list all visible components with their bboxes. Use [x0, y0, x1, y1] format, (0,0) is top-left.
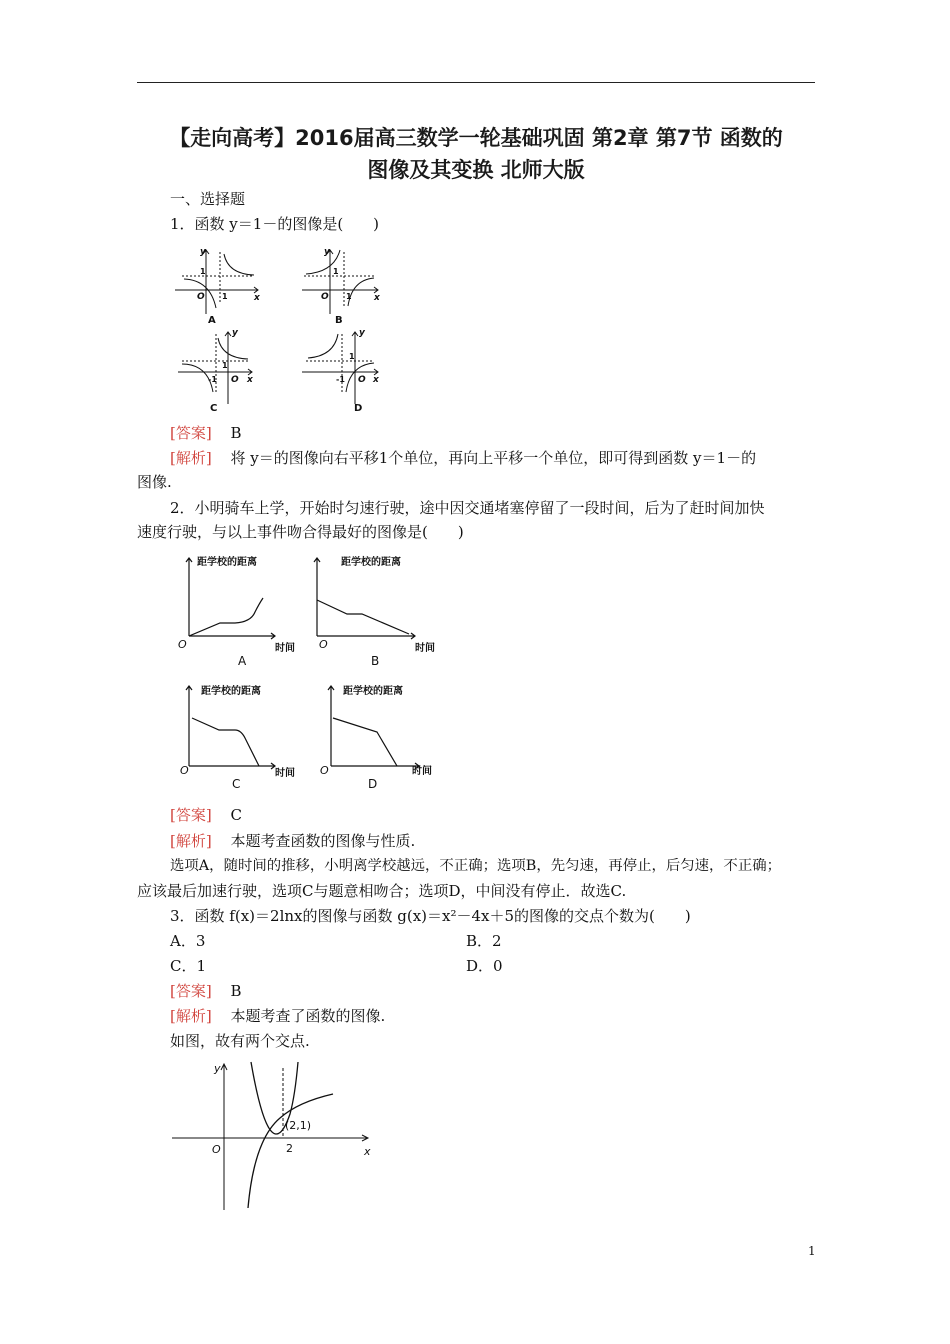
q3-point-label: (2,1) [285, 1119, 312, 1132]
q2-d-xlabel: 时间 [412, 766, 432, 777]
q2-d-ylabel: 距学校的距离 [343, 686, 403, 697]
q2-c-ylabel: 距学校的距离 [201, 686, 261, 697]
answer-value: C [230, 806, 242, 824]
q1-label-c: C [210, 403, 218, 414]
answer-tag: [答案] [170, 806, 212, 824]
q3-figure [168, 1060, 383, 1212]
q2-d-origin: O [320, 764, 329, 777]
q1-label-a: A [208, 315, 216, 326]
q1-c-tick-neg: -1 [208, 375, 217, 384]
q1-a-origin: O [197, 292, 205, 302]
q2-a-ylabel: 距学校的距离 [197, 557, 257, 568]
section-heading: 一、选择题 [170, 190, 246, 208]
q1-question: 1．函数 y＝1－的图像是( ) [170, 215, 380, 233]
q1-a-tick-y: 1 [200, 267, 206, 276]
q2-label-a: A [238, 654, 247, 668]
analysis-text: 将 y＝的图像向右平移1个单位，再向上平移一个单位，即可得到函数 y＝1－的 [230, 449, 757, 467]
q1-a-x-label: x [254, 293, 260, 303]
q1-figure [170, 242, 400, 420]
q2-a-origin: O [178, 638, 187, 651]
analysis-text: 本题考查函数的图像与性质. [230, 832, 416, 850]
q1-label-b: B [335, 315, 343, 326]
header-rule [137, 82, 815, 83]
q2-analysis [170, 830, 415, 852]
q3-x-label: x [364, 1145, 371, 1158]
q3-analysis-line2: 如图，故有两个交点. [170, 1032, 310, 1050]
q3-tick-2: 2 [286, 1142, 293, 1155]
q3-y-label: y [214, 1062, 221, 1075]
q1-graph-a [175, 250, 258, 314]
q2-question-line2: 速度行驶，与以上事件吻合得最好的图像是( ) [137, 523, 464, 541]
q1-b-origin: O [321, 292, 329, 302]
q3-analysis [170, 1005, 385, 1027]
q1-analysis-cont: 图像. [137, 473, 172, 491]
q1-d-tick-neg: -1 [336, 375, 345, 384]
analysis-tag: [解析] [170, 1007, 212, 1025]
answer-value: B [230, 982, 242, 1000]
q3-option-c: C．1 [170, 957, 207, 975]
q2-question-line1: 2．小明骑车上学，开始时匀速行驶，途中因交通堵塞停留了一段时间，后为了赶时间加快 [170, 499, 765, 517]
q1-c-y-label: y [232, 328, 238, 338]
q2-answer [170, 804, 242, 826]
q2-label-c: C [232, 777, 241, 791]
q1-c-tick-y: 1 [222, 361, 228, 370]
analysis-tag: [解析] [170, 449, 212, 467]
q1-a-tick-x: 1 [222, 292, 228, 301]
answer-tag: [答案] [170, 424, 212, 442]
q3-question: 3．函数 f(x)＝2lnx的图像与函数 g(x)＝x²－4x＋5的图像的交点个数为( ) [170, 907, 691, 925]
q1-b-x-label: x [374, 293, 380, 303]
analysis-tag: [解析] [170, 832, 212, 850]
q2-b-ylabel: 距学校的距离 [341, 557, 401, 568]
doc-title-line1: 【走向高考】2016届高三数学一轮基础巩固 第2章 第7节 函数的 [169, 126, 783, 150]
q1-graph-c [178, 332, 252, 404]
q1-graph-d [302, 332, 378, 404]
q1-d-tick-y: 1 [349, 352, 355, 361]
q2-label-d: D [368, 777, 378, 791]
q3-answer [170, 980, 242, 1002]
analysis-text: 本题考查了函数的图像. [230, 1007, 386, 1025]
q3-origin: O [212, 1143, 221, 1156]
q2-c-xlabel: 时间 [275, 768, 295, 779]
q1-c-origin: O [231, 375, 239, 385]
q1-d-origin: O [358, 375, 366, 385]
q1-b-y-label: y [324, 247, 330, 257]
q3-option-d: D．0 [466, 957, 503, 975]
q3-option-b: B．2 [466, 932, 502, 950]
q2-a-xlabel: 时间 [275, 643, 295, 654]
q1-answer [170, 422, 242, 444]
q2-analysis-line2: 选项A，随时间的推移，小明离学校越远，不正确；选项B，先匀速，再停止，后匀速，不正确； [170, 858, 781, 874]
q1-graph-b [302, 250, 378, 314]
q1-b-tick-x: 1 [346, 292, 352, 301]
q1-analysis [170, 447, 756, 469]
q2-analysis-line3: 应该最后加速行驶，选项C与题意相吻合；选项D，中间没有停止．故选C. [137, 882, 627, 900]
doc-title-line2: 图像及其变换 北师大版 [367, 158, 585, 182]
q1-d-x-label: x [373, 375, 379, 385]
q1-label-d: D [354, 403, 363, 414]
q2-c-origin: O [180, 764, 189, 777]
page-number: 1 [808, 1244, 816, 1258]
answer-tag: [答案] [170, 982, 212, 1000]
q2-b-xlabel: 时间 [415, 643, 435, 654]
q2-figure [175, 548, 450, 796]
q2-b-origin: O [319, 638, 328, 651]
q1-a-y-label: y [200, 247, 206, 257]
answer-value: B [230, 424, 242, 442]
q2-label-b: B [371, 654, 380, 668]
q1-c-x-label: x [247, 375, 253, 385]
q1-d-y-label: y [359, 328, 365, 338]
q1-b-tick-y: 1 [333, 267, 339, 276]
q3-option-a: A．3 [170, 932, 206, 950]
